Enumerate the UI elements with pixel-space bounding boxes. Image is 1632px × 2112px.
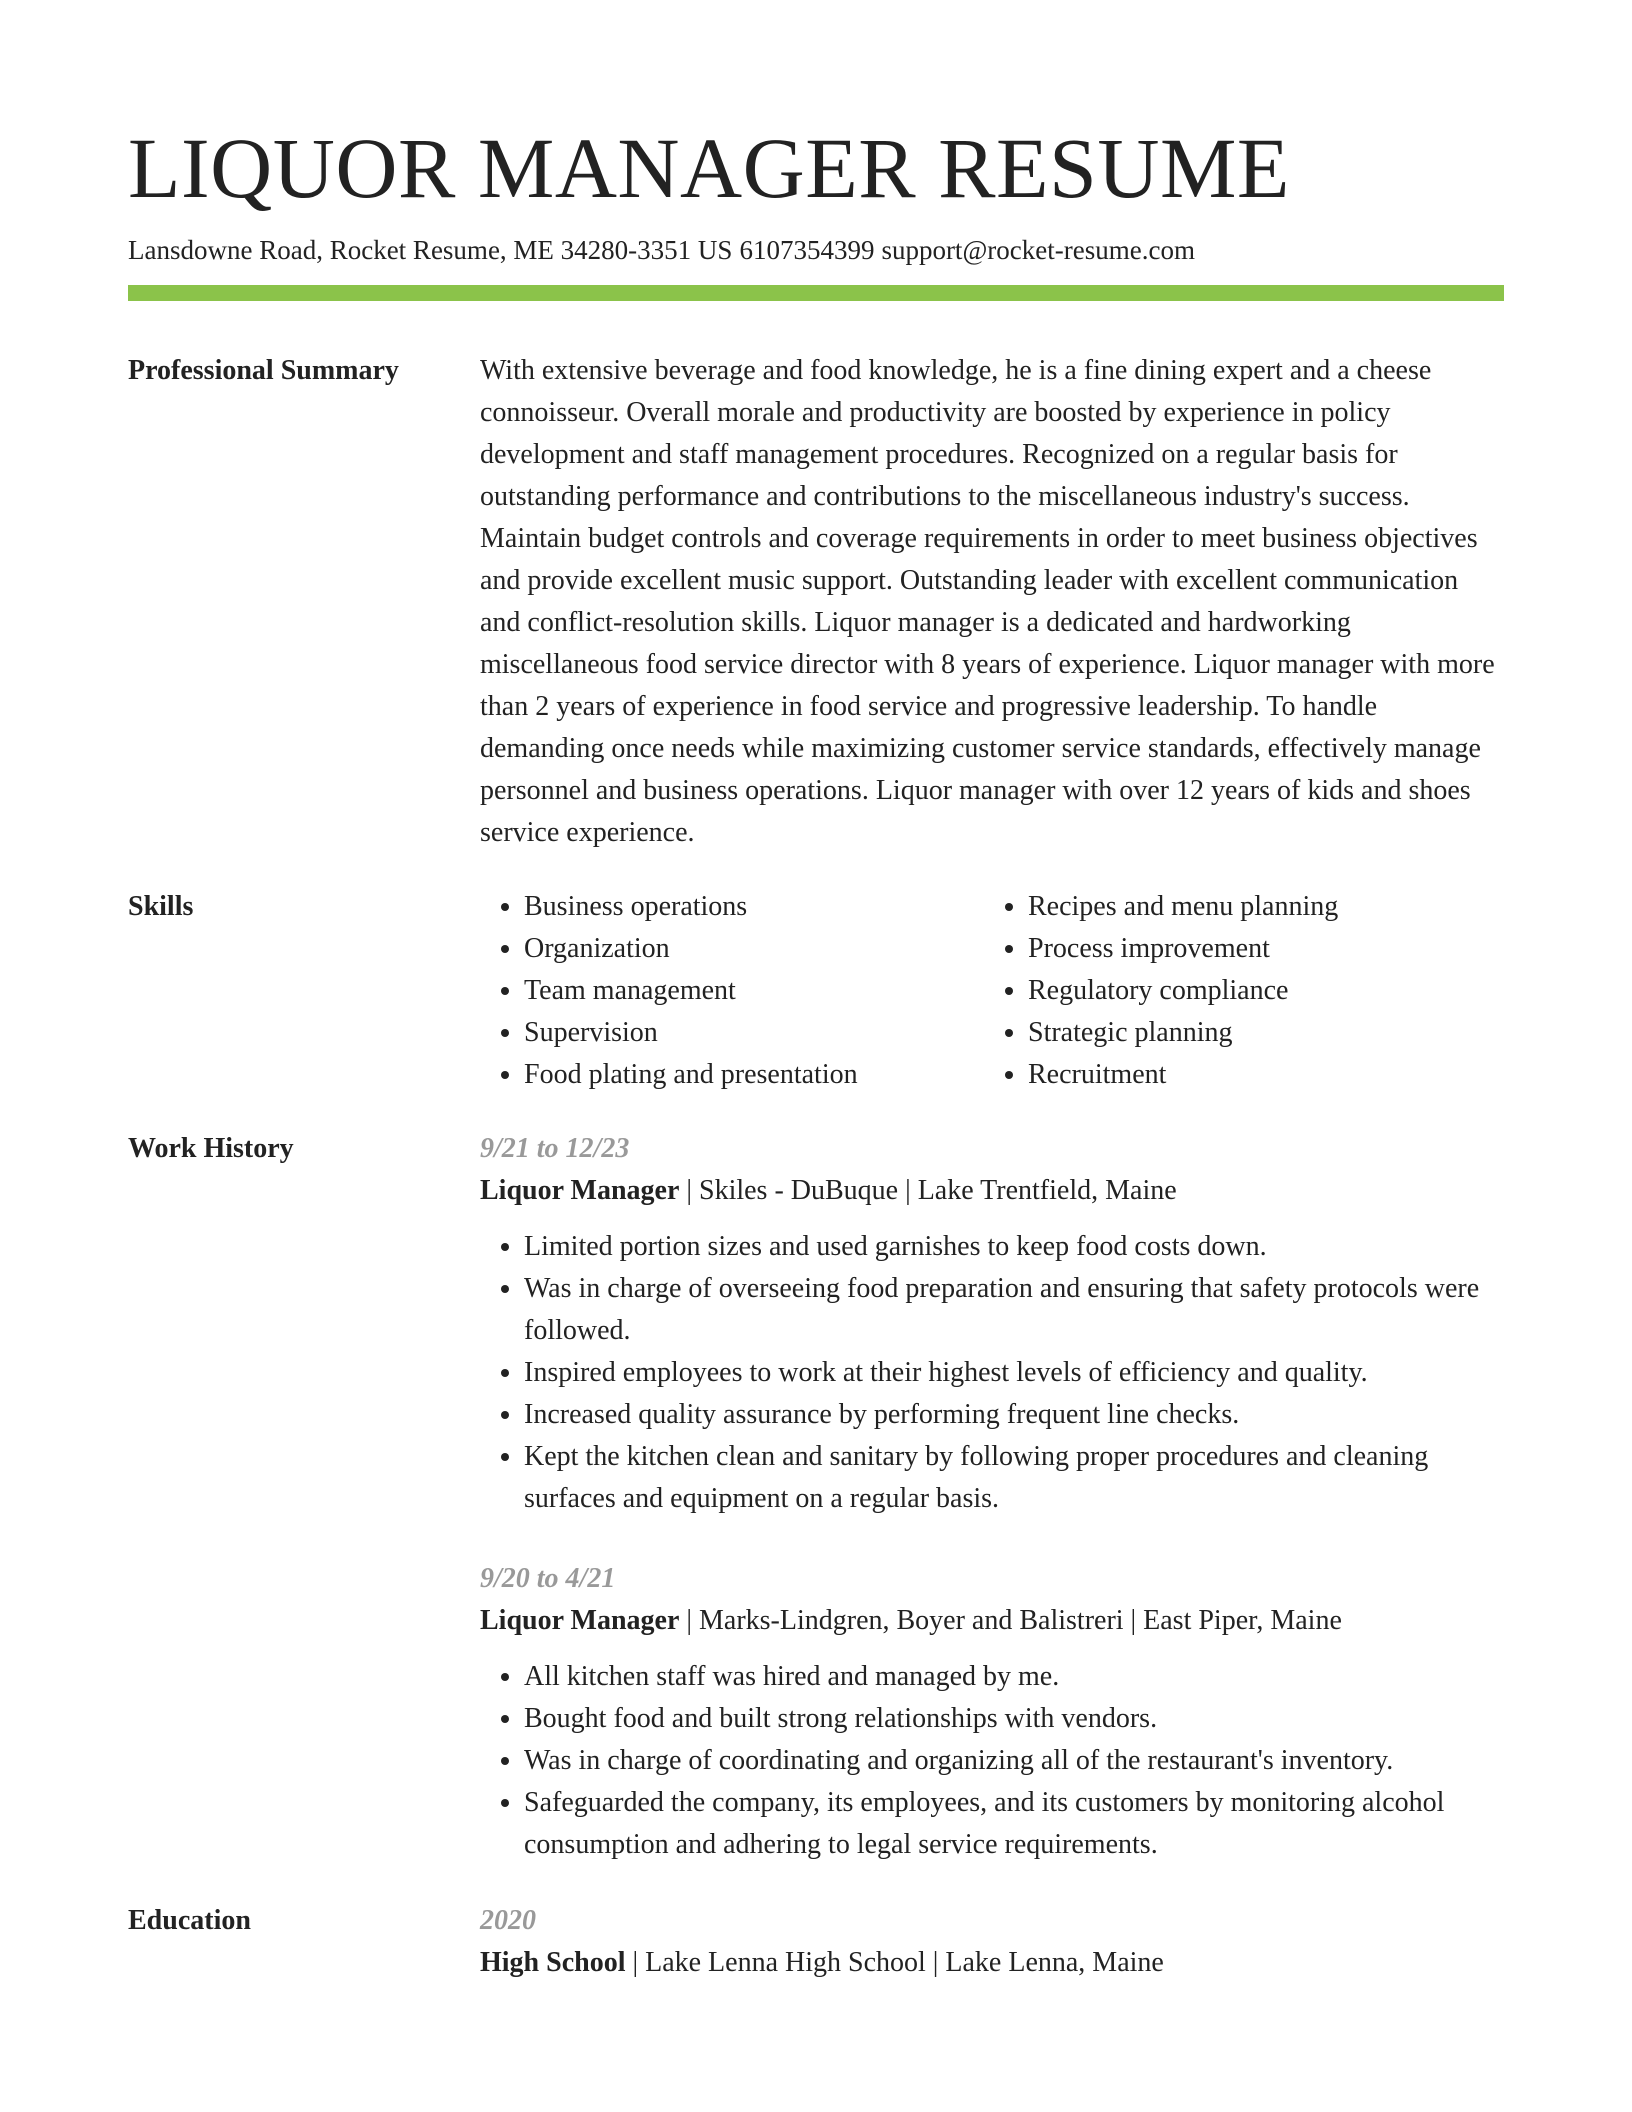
work-history-body bbox=[480, 1128, 1504, 1866]
job-role-line bbox=[480, 1600, 1504, 1642]
section-label-work: Work History bbox=[128, 1133, 294, 1164]
job-bullet: • Kept the kitchen clean and sanitary by following proper procedures and cleaning surfaces and equipment on a regular basis. bbox=[524, 1436, 1504, 1520]
skill-item: • Regulatory compliance bbox=[1028, 970, 1488, 1012]
contact-line bbox=[128, 232, 1504, 268]
skill-item: • Team management bbox=[524, 970, 984, 1012]
education-section bbox=[128, 1900, 1504, 1984]
skill-item: • Organization bbox=[524, 928, 984, 970]
contact-phone: 6107354399 bbox=[739, 235, 875, 265]
job-bullets bbox=[480, 1226, 1504, 1520]
job-bullet: • Was in charge of coordinating and organizing all of the restaurant's inventory. bbox=[524, 1740, 1504, 1782]
skills-section bbox=[128, 886, 1504, 1096]
skills-column-1 bbox=[480, 886, 984, 1096]
summary-section bbox=[128, 350, 1504, 854]
job-bullet: • Increased quality assurance by performing frequent line checks. bbox=[524, 1394, 1504, 1436]
job-bullet: • Was in charge of overseeing food preparation and ensuring that safety protocols were followed. bbox=[524, 1268, 1504, 1352]
job-dates: 9/21 to 12/23 bbox=[480, 1133, 630, 1164]
job-entry bbox=[480, 1558, 1504, 1866]
skills-body bbox=[480, 886, 1504, 1096]
section-label-education: Education bbox=[128, 1905, 251, 1936]
job-bullets bbox=[480, 1656, 1504, 1866]
summary-text: With extensive beverage and food knowledge, he is a fine dining expert and a cheese connoisseur. Overall morale and productivity are boosted by experience in policy development and staff management procedures. Recognized on a regular basis for outstanding performance and contributions to the miscellaneous industry's success. Maintain budget controls and coverage requirements in order to meet business objectives and provide excellent music support. Outstanding leader with excellent communication and conflict-resolution skills. Liquor manager is a dedicated and hardworking miscellaneous food service director with 8 years of experience. Liquor manager with more than 2 years of experience in food service and progressive leadership. To handle demanding once needs while maximizing customer service standards, effectively manage personnel and business operations. Liquor manager with over 12 years of kids and shoes service experience. bbox=[480, 355, 1495, 848]
skill-item: • Process improvement bbox=[1028, 928, 1488, 970]
education-degree: High School bbox=[480, 1947, 626, 1978]
job-entry bbox=[480, 1128, 1504, 1520]
work-history-section bbox=[128, 1128, 1504, 1866]
skill-item: • Food plating and presentation bbox=[524, 1054, 984, 1096]
job-title: Liquor Manager bbox=[480, 1175, 680, 1206]
job-bullet: • Inspired employees to work at their highest levels of efficiency and quality. bbox=[524, 1352, 1504, 1394]
contact-address: Lansdowne Road, Rocket Resume, ME 34280-3351 US bbox=[128, 235, 733, 265]
job-bullet: • Limited portion sizes and used garnishes to keep food costs down. bbox=[524, 1226, 1504, 1268]
contact-email: support@rocket-resume.com bbox=[881, 235, 1195, 265]
job-details: | Marks-Lindgren, Boyer and Balistreri | East Piper, Maine bbox=[679, 1605, 1342, 1636]
job-title: Liquor Manager bbox=[480, 1605, 680, 1636]
job-bullet: • Safeguarded the company, its employees, and its customers by monitoring alcohol consumption and adhering to legal service requirements. bbox=[524, 1782, 1504, 1866]
education-body bbox=[480, 1900, 1504, 1984]
job-dates: 9/20 to 4/21 bbox=[480, 1563, 616, 1594]
skills-columns bbox=[480, 886, 1504, 1096]
education-line bbox=[480, 1942, 1504, 1984]
skill-item: • Recipes and menu planning bbox=[1028, 886, 1488, 928]
education-year: 2020 bbox=[480, 1905, 536, 1936]
skill-item: • Strategic planning bbox=[1028, 1012, 1488, 1054]
job-role-line bbox=[480, 1170, 1504, 1212]
job-bullet: • All kitchen staff was hired and managed by me. bbox=[524, 1656, 1504, 1698]
header-divider bbox=[128, 285, 1504, 301]
job-bullet: • Bought food and built strong relationships with vendors. bbox=[524, 1698, 1504, 1740]
section-label-skills: Skills bbox=[128, 891, 194, 922]
skill-item: • Recruitment bbox=[1028, 1054, 1488, 1096]
education-details: | Lake Lenna High School | Lake Lenna, Maine bbox=[625, 1947, 1164, 1978]
job-details: | Skiles - DuBuque | Lake Trentfield, Maine bbox=[679, 1175, 1177, 1206]
page-title: LIQUOR MANAGER RESUME bbox=[128, 120, 1290, 216]
skills-column-2 bbox=[984, 886, 1488, 1096]
skill-item: • Supervision bbox=[524, 1012, 984, 1054]
section-label-summary: Professional Summary bbox=[128, 355, 399, 386]
skill-item: • Business operations bbox=[524, 886, 984, 928]
